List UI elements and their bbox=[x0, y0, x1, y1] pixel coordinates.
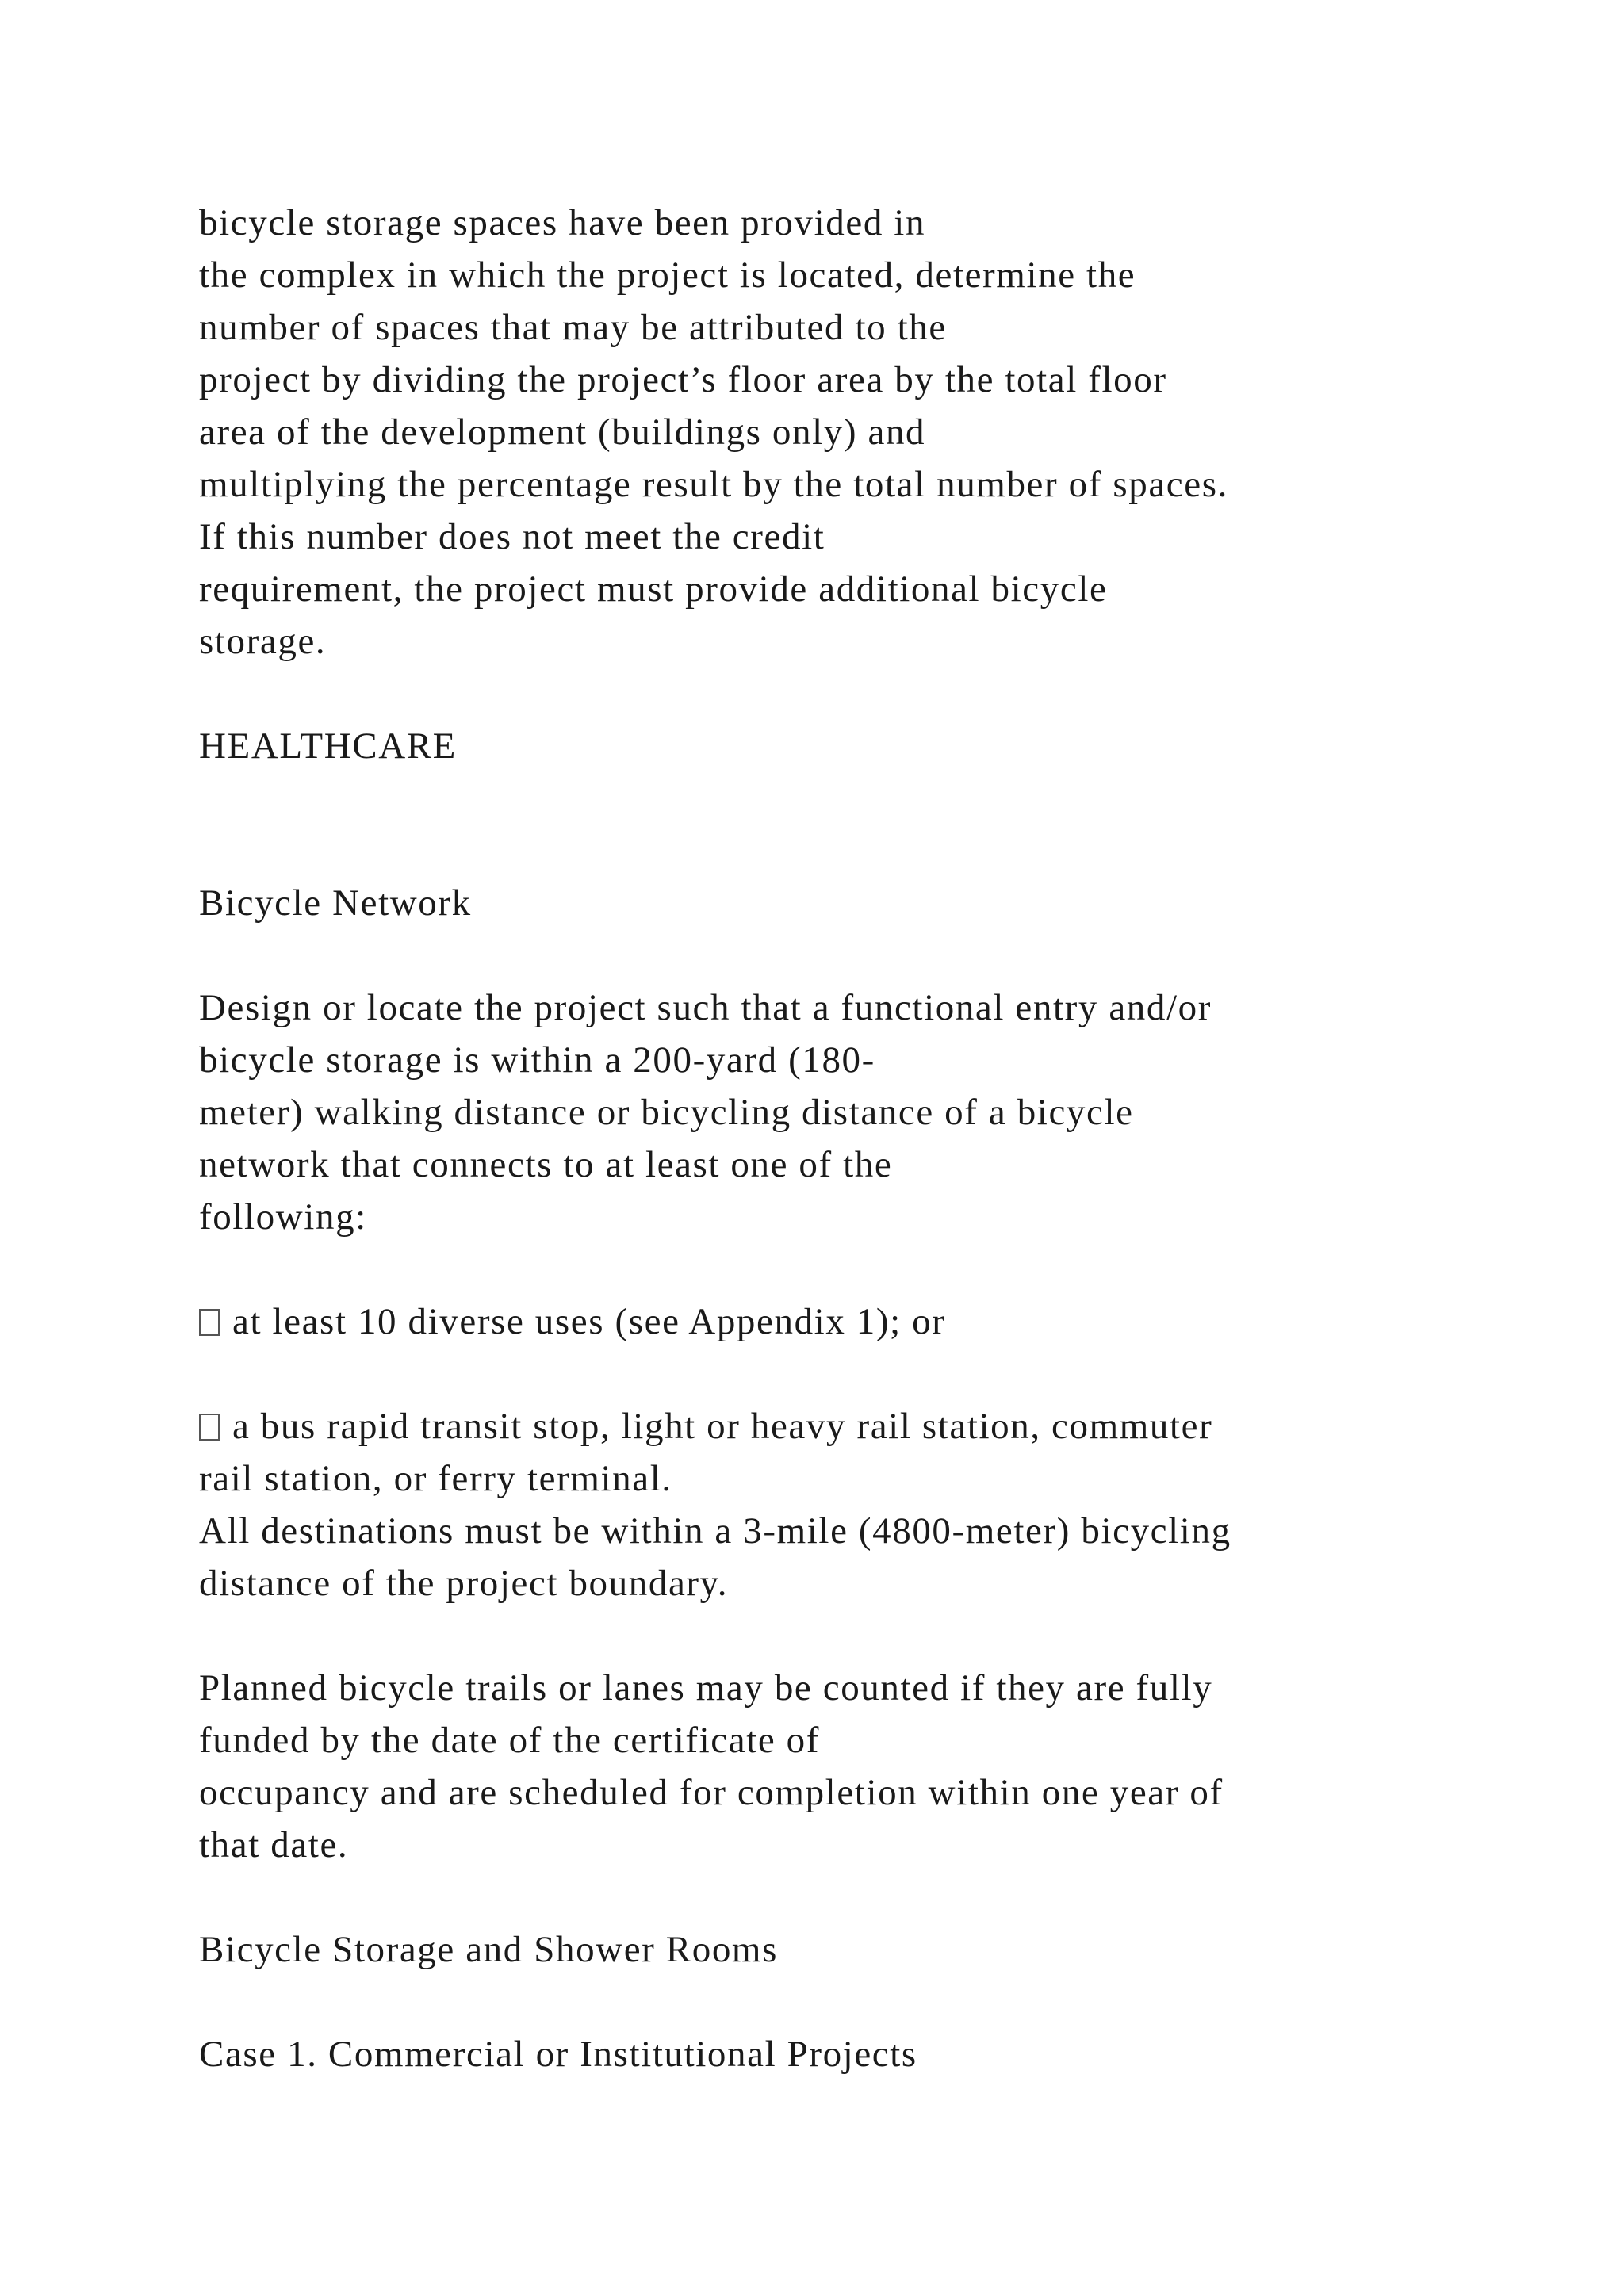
heading-case-1 bbox=[199, 2028, 1531, 2080]
missing-glyph-bullet-icon bbox=[199, 1414, 220, 1441]
text-line: storage. bbox=[199, 621, 327, 662]
text-line: requirement, the project must provide additional bicycle bbox=[199, 568, 1108, 610]
heading-bicycle-network-text: Bicycle Network bbox=[199, 882, 472, 924]
text-line: Planned bicycle trails or lanes may be counted if they are fully bbox=[199, 1667, 1213, 1709]
heading-healthcare-text: HEALTHCARE bbox=[199, 725, 457, 767]
missing-glyph-bullet-icon bbox=[199, 1309, 220, 1336]
text-line: bicycle storage spaces have been provided in bbox=[199, 202, 926, 243]
text-line: that date. bbox=[199, 1824, 349, 1866]
heading-bicycle-network bbox=[199, 877, 1531, 929]
text-line: funded by the date of the certificate of bbox=[199, 1720, 821, 1761]
bullet-text: a bus rapid transit stop, light or heavy rail station, commuter bbox=[232, 1406, 1213, 1447]
text-line: All destinations must be within a 3-mile (4800-meter) bicycling bbox=[199, 1510, 1231, 1552]
text-line: occupancy and are scheduled for completion within one year of bbox=[199, 1772, 1224, 1813]
paragraph-bicycle-network bbox=[199, 982, 1531, 1243]
text-line: project by dividing the project’s floor area by the total floor bbox=[199, 359, 1167, 400]
bullet-text: at least 10 diverse uses (see Appendix 1); or bbox=[232, 1301, 946, 1342]
text-line: bicycle storage is within a 200-yard (180- bbox=[199, 1039, 875, 1081]
heading-storage-showers-text: Bicycle Storage and Shower Rooms bbox=[199, 1929, 778, 1970]
text-line: network that connects to at least one of the bbox=[199, 1144, 893, 1185]
heading-bicycle-storage-showers bbox=[199, 1923, 1531, 1976]
text-line: multiplying the percentage result by the total number of spaces. bbox=[199, 464, 1228, 505]
text-line: number of spaces that may be attributed to the bbox=[199, 307, 947, 348]
text-line: the complex in which the project is located, determine the bbox=[199, 254, 1136, 296]
text-line: distance of the project boundary. bbox=[199, 1563, 729, 1604]
bullet-item-diverse-uses bbox=[199, 1295, 1531, 1348]
text-line: rail station, or ferry terminal. bbox=[199, 1458, 672, 1499]
text-line: area of the development (buildings only) and bbox=[199, 411, 926, 453]
heading-healthcare bbox=[199, 720, 1531, 772]
bullet-item-transit-stop bbox=[199, 1400, 1531, 1609]
text-line: meter) walking distance or bicycling distance of a bicycle bbox=[199, 1092, 1134, 1133]
paragraph-bicycle-storage-attribution bbox=[199, 197, 1531, 668]
text-line: If this number does not meet the credit bbox=[199, 516, 825, 557]
paragraph-planned-trails bbox=[199, 1662, 1531, 1871]
text-line: following: bbox=[199, 1196, 367, 1238]
text-line: Design or locate the project such that a functional entry and/or bbox=[199, 987, 1212, 1028]
heading-case-1-text: Case 1. Commercial or Institutional Projects bbox=[199, 2034, 917, 2075]
